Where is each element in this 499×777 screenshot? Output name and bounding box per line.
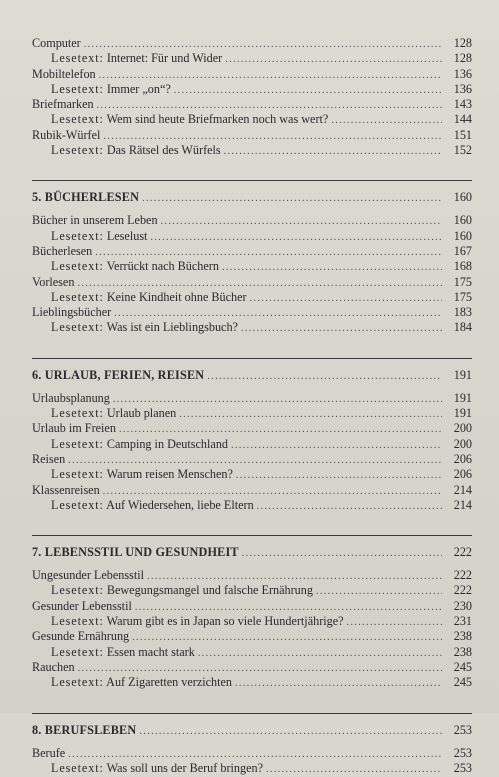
toc-entry: Berufe ..... 253 <box>32 746 472 761</box>
toc-subentry: Lesetext: Camping in Deutschland ..... 200 <box>32 437 472 452</box>
toc-subentry: Lesetext: Verrückt nach Büchern ..... 168 <box>32 259 472 274</box>
toc-subentry: Lesetext: Urlaub planen ..... 191 <box>32 406 472 421</box>
toc-subentry: Lesetext: Wem sind heute Briefmarken noch was wert? ..... 144 <box>32 112 472 127</box>
toc-entry: Rauchen ..... 245 <box>32 660 472 675</box>
toc-section-continuation <box>32 36 472 170</box>
toc-subentry: Lesetext: Auf Zigaretten verzichten ..... 245 <box>32 675 472 690</box>
toc-subentry: Lesetext: Internet: Für und Wider ..... 128 <box>32 51 472 66</box>
toc-subentry: Lesetext: Was ist ein Lieblingsbuch? ..... 184 <box>32 320 472 335</box>
toc-entry: Urlaubsplanung ..... 191 <box>32 391 472 406</box>
toc-entry: Computer ..... 128 <box>32 36 472 51</box>
toc-subentry: Lesetext: Bewegungsmangel und falsche Ernährung ..... 222 <box>32 583 472 598</box>
toc-entry: Lieblingsbücher ..... 183 <box>32 305 472 320</box>
toc-entry: Briefmarken ..... 143 <box>32 97 472 112</box>
chapter-heading: 6. URLAUB, FERIEN, REISEN ..... 191 <box>32 365 472 385</box>
toc-subentry: Lesetext: Warum gibt es in Japan so viele Hundertjährige? ..... 231 <box>32 614 472 629</box>
toc-entry: Bücher in unserem Leben ..... 160 <box>32 213 472 228</box>
toc-subentry: Lesetext: Essen macht stark ..... 238 <box>32 645 472 660</box>
toc-chapter-5 <box>32 180 472 347</box>
chapter-heading: 8. BERUFSLEBEN ..... 253 <box>32 720 472 740</box>
toc-entry: Gesunde Ernährung ..... 238 <box>32 629 472 644</box>
toc-subentry: Lesetext: Leselust ..... 160 <box>32 229 472 244</box>
chapter-heading: 7. LEBENSSTIL UND GESUNDHEIT ..... 222 <box>32 542 472 562</box>
toc-entry: Bücherlesen ..... 167 <box>32 244 472 259</box>
toc-subentry: Lesetext: Das Rätsel des Würfels ..... 152 <box>32 143 472 158</box>
chapter-heading: 5. BÜCHERLESEN ..... 160 <box>32 187 472 207</box>
toc-chapter-7 <box>32 535 472 702</box>
toc-subentry: Lesetext: Immer „on“? ..... 136 <box>32 82 472 97</box>
toc-chapter-8 <box>32 713 472 777</box>
toc-entry: Reisen ..... 206 <box>32 452 472 467</box>
toc-entry: Urlaub im Freien ..... 200 <box>32 421 472 436</box>
toc-entry: Gesunder Lebensstil ..... 230 <box>32 599 472 614</box>
toc-subentry: Lesetext: Warum reisen Menschen? ..... 206 <box>32 467 472 482</box>
toc-subentry: Lesetext: Was soll uns der Beruf bringen? ..... 253 <box>32 761 472 776</box>
toc-subentry: Lesetext: Auf Wiedersehen, liebe Eltern ..... 214 <box>32 498 472 513</box>
toc-entry: Vorlesen ..... 175 <box>32 275 472 290</box>
toc-entry: Klassenreisen ..... 214 <box>32 483 472 498</box>
toc-entry: Rubik-Würfel ..... 151 <box>32 128 472 143</box>
toc-chapter-6 <box>32 358 472 525</box>
toc-entry: Mobiltelefon ..... 136 <box>32 67 472 82</box>
toc-entry: Ungesunder Lebensstil ..... 222 <box>32 568 472 583</box>
toc-subentry: Lesetext: Keine Kindheit ohne Bücher ..... 175 <box>32 290 472 305</box>
